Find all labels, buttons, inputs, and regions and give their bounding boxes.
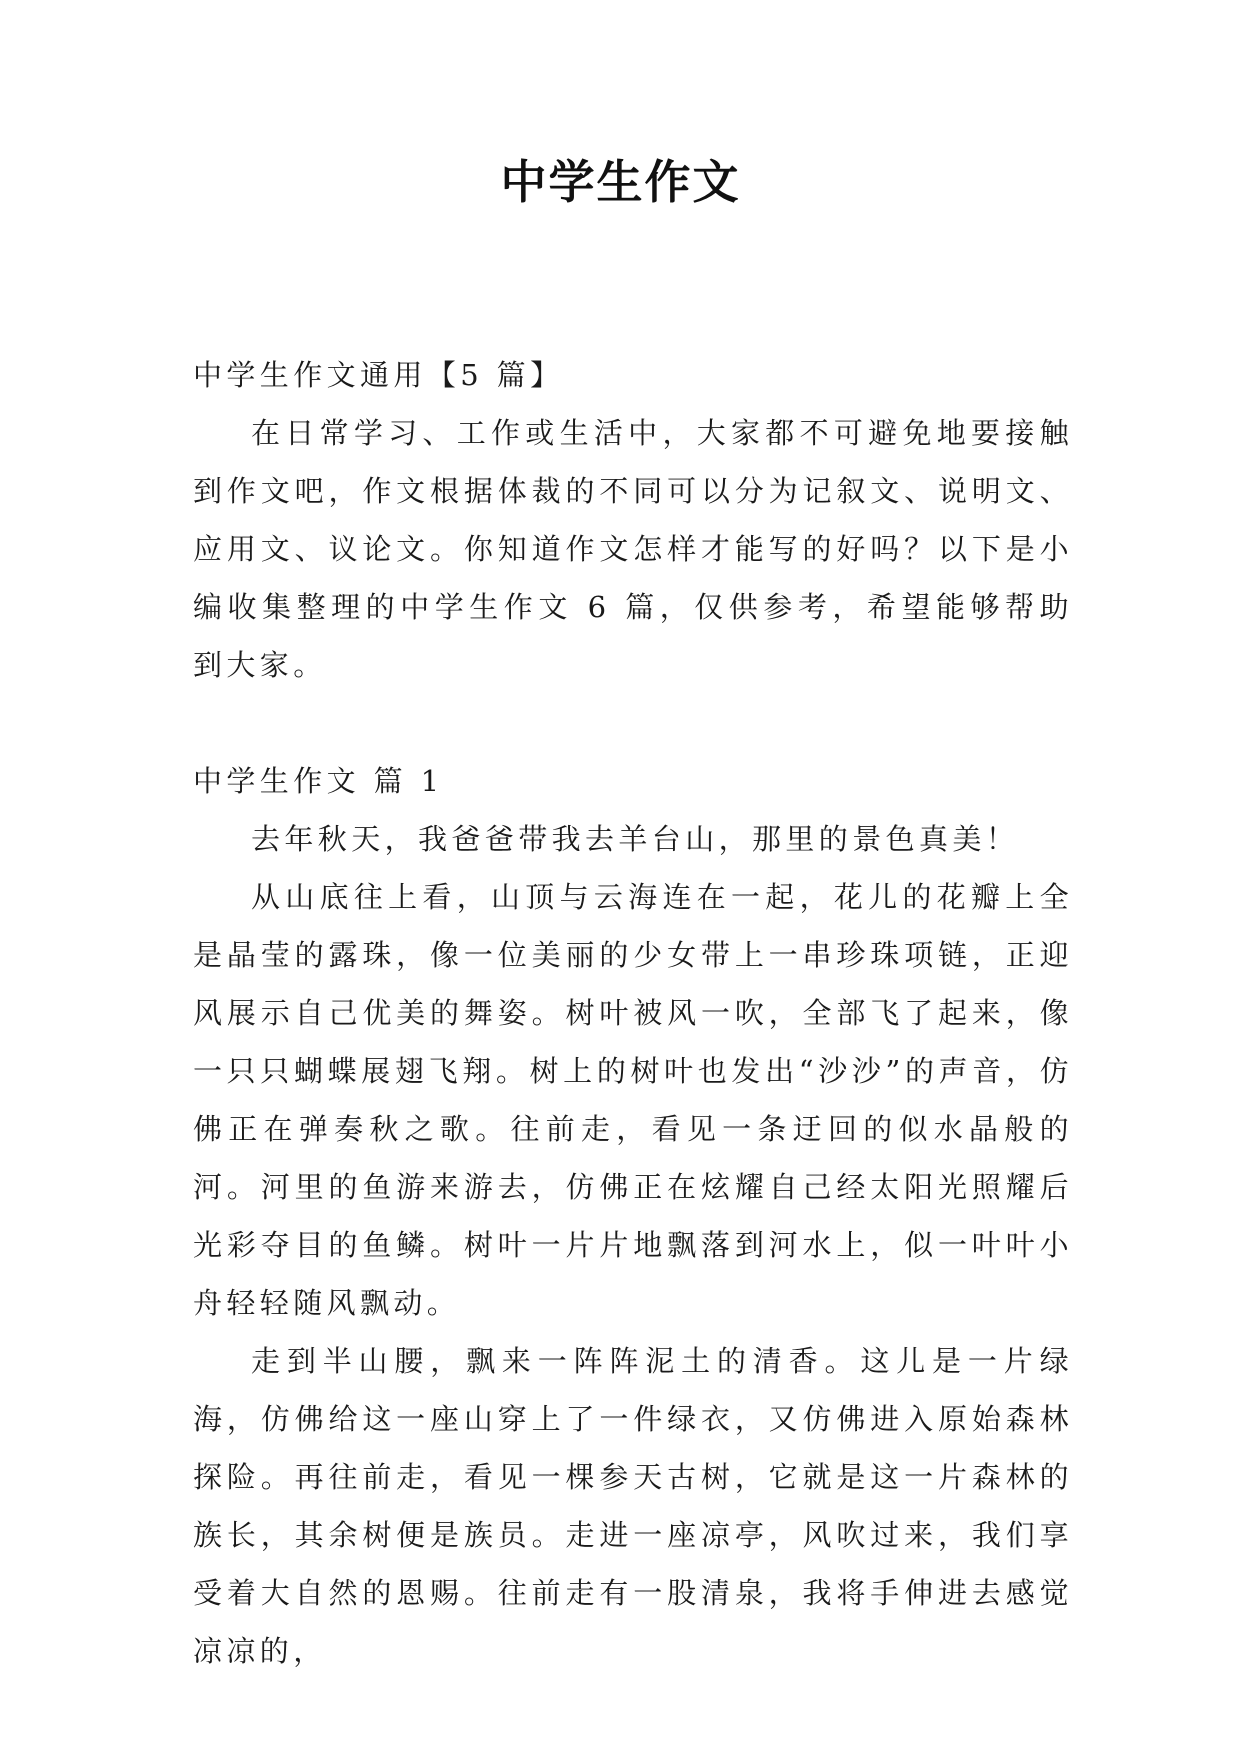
section-1-paragraph-2: 从山底往上看，山顶与云海连在一起，花儿的花瓣上全是晶莹的露珠，像一位美丽的少女带上一串珍珠项链，正迎风展示自己优美的舞姿。树叶被风一吹，全部飞了起来，像一只只蝴蝶展翅飞翔。树上的树叶也发出“沙沙”的声音，仿佛正在弹奏秋之歌。往前走，看见一条迂回的似水晶般的河。河里的鱼游来游去，仿佛正在炫耀自己经太阳光照耀后光彩夺目的鱼鳞。树叶一片片地飘落到河水上，似一叶叶小舟轻轻随风飘动。 — [193, 880, 1073, 1320]
page-title: 中学生作文 — [500, 155, 741, 209]
section-1-paragraph-1: 去年秋天，我爸爸带我去羊台山，那里的景色真美！ — [251, 822, 1020, 856]
intro-paragraph: 在日常学习、工作或生活中，大家都不可避免地要接触到作文吧，作文根据体裁的不同可以分为记叙文、说明文、应用文、议论文。你知道作文怎样才能写的好吗？以下是小编收集整理的中学生作文 6 篇，仅供参考，希望能够帮助到大家。 — [193, 416, 1073, 682]
intro-heading: 中学生作文通用【5 篇】 — [193, 358, 564, 392]
section-gap — [193, 694, 1073, 752]
document-body — [193, 346, 1073, 1680]
section-1-paragraph-3: 走到半山腰，飘来一阵阵泥土的清香。这儿是一片绿海，仿佛给这一座山穿上了一件绿衣，又仿佛进入原始森林探险。再往前走，看见一棵参天古树，它就是这一片森林的族长，其余树便是族员。走进一座凉亭，风吹过来，我们享受着大自然的恩赐。往前走有一股清泉，我将手伸进去感觉凉凉的， — [193, 1344, 1073, 1668]
section-1-heading: 中学生作文 篇 1 — [193, 764, 444, 798]
